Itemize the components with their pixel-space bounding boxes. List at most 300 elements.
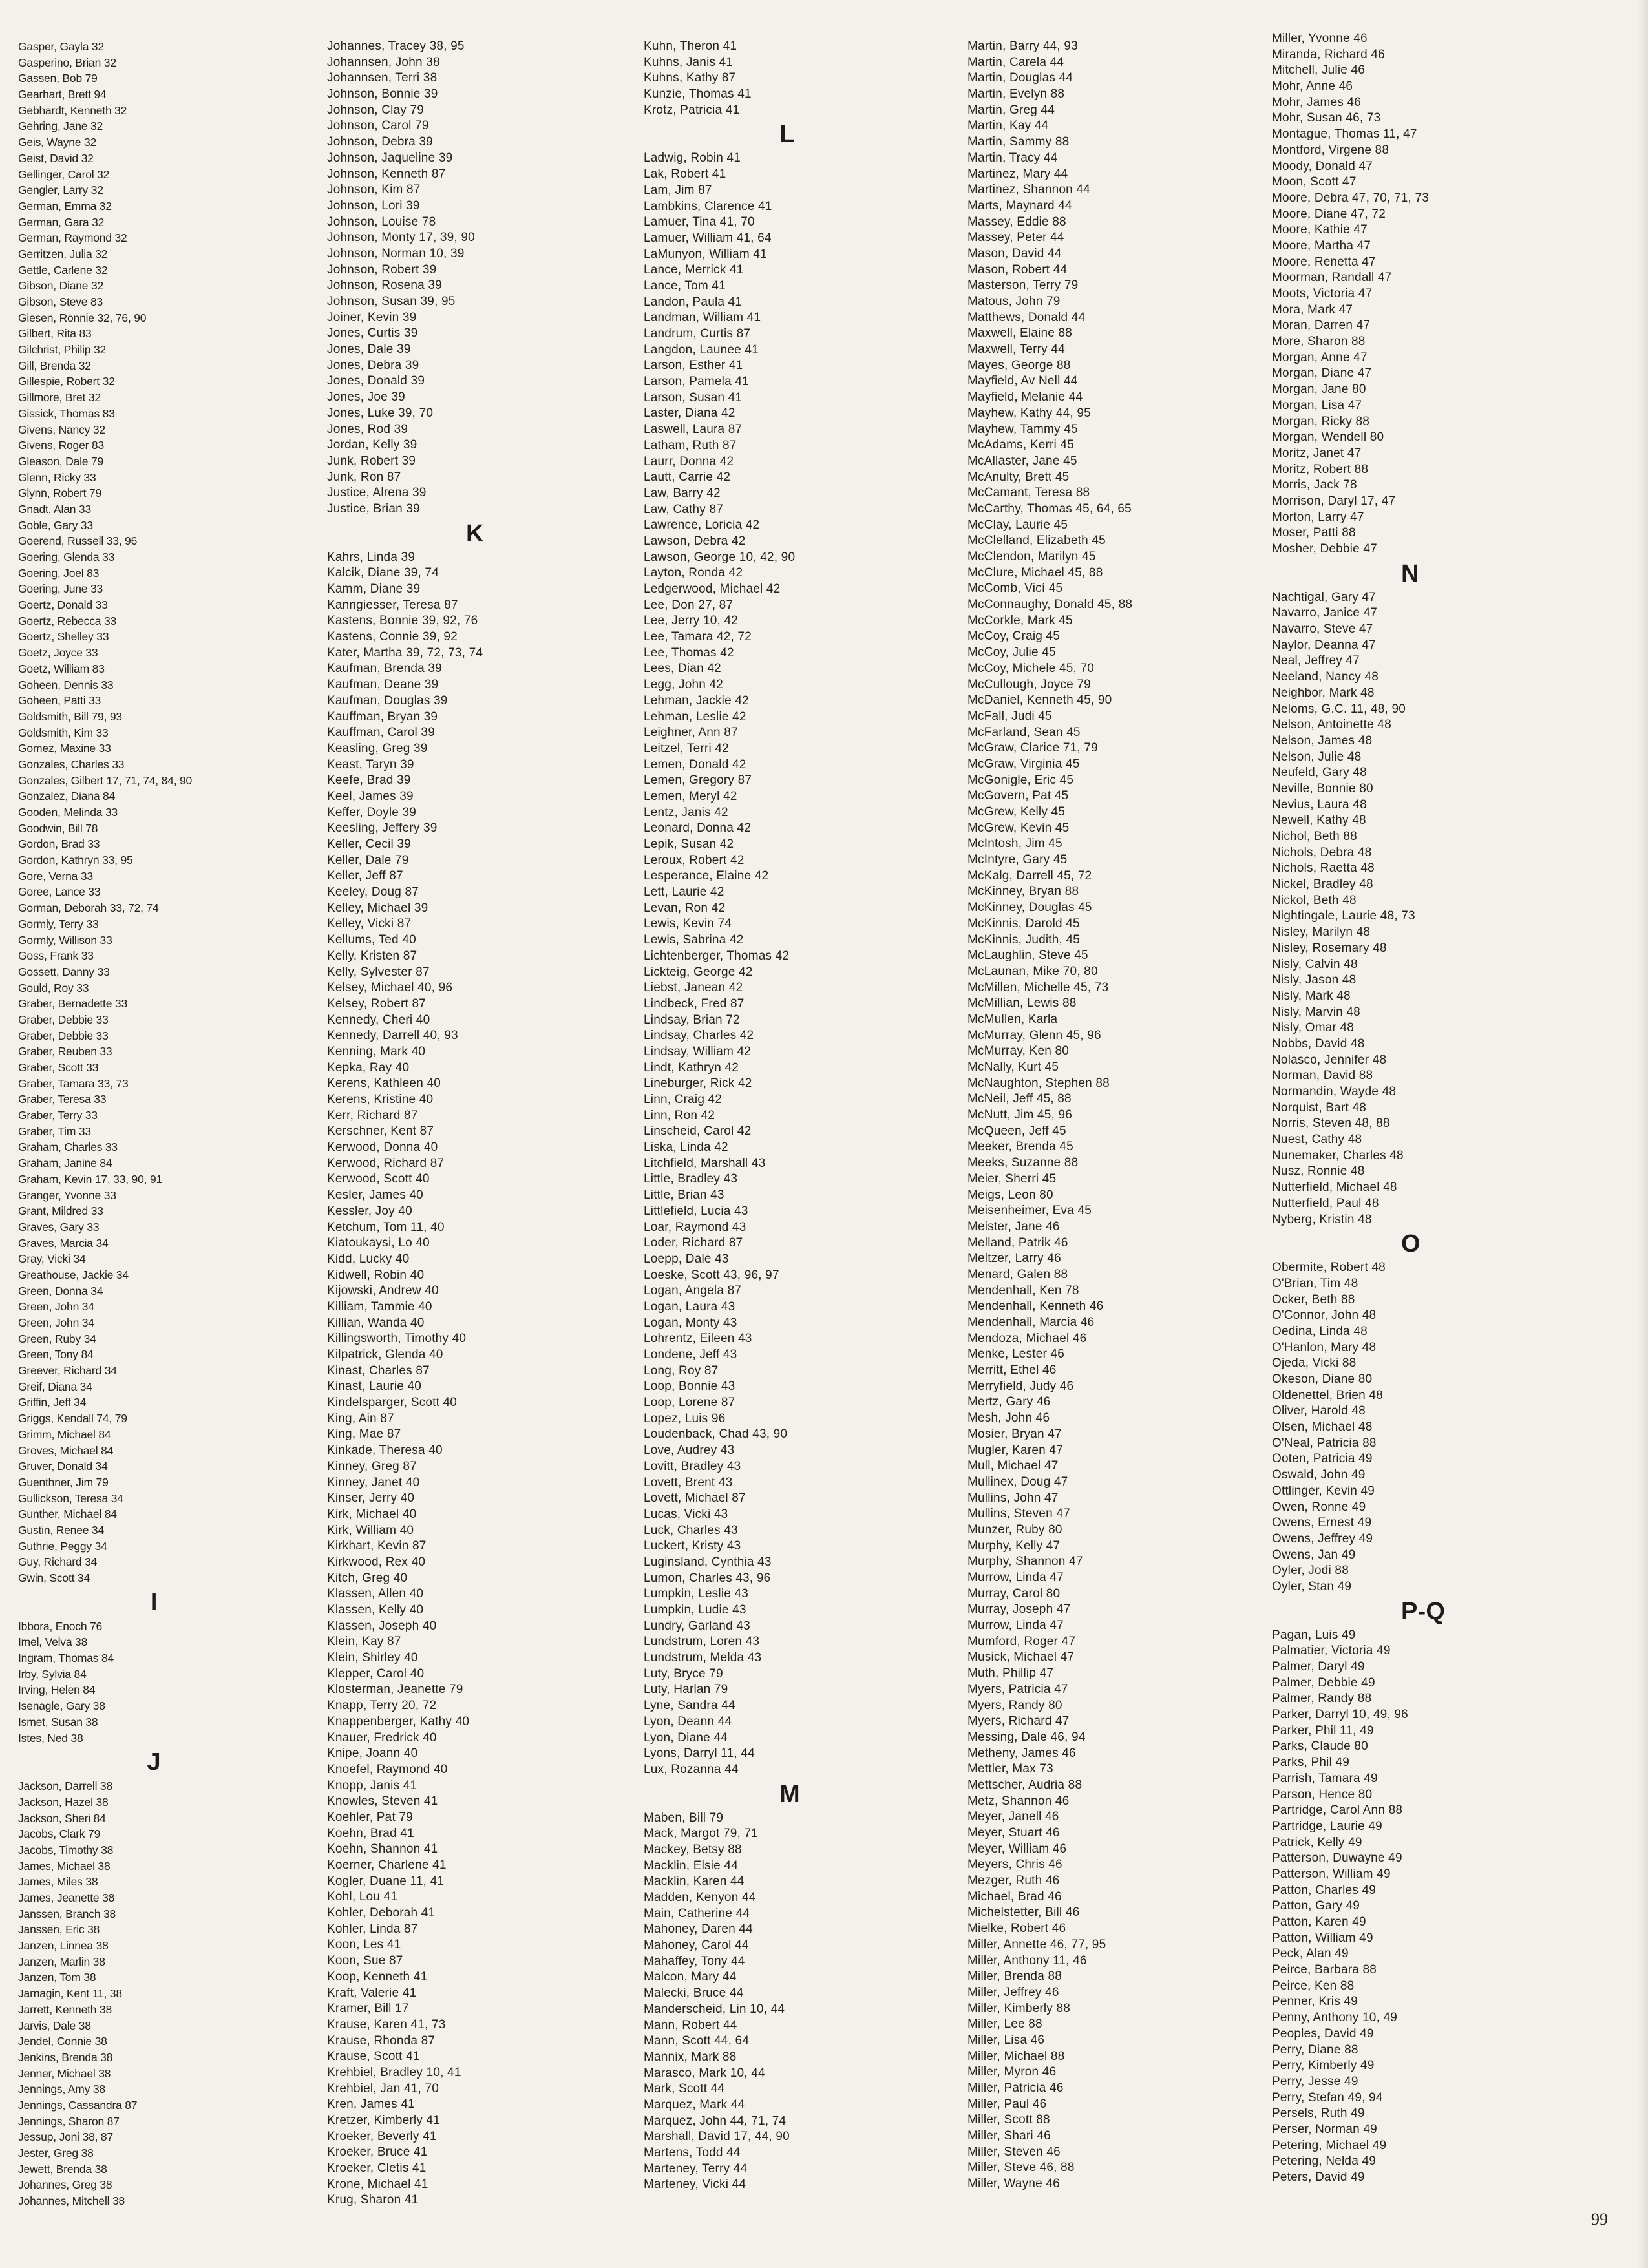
- index-entry: James, Michael 38: [18, 1859, 111, 1873]
- index-entry: Massey, Eddie 88: [967, 215, 1066, 229]
- index-entry: Jarrett, Kenneth 38: [18, 2002, 112, 2016]
- index-entry: Krehbiel, Bradley 10, 41: [327, 2065, 461, 2079]
- index-entry: Kerens, Kristine 40: [327, 1093, 434, 1106]
- index-entry: Lemen, Meryl 42: [644, 789, 737, 803]
- index-entry: McClure, Michael 45, 88: [967, 565, 1103, 580]
- index-entry: Jacobs, Timothy 38: [18, 1843, 114, 1856]
- index-entry: Loop, Bonnie 43: [644, 1380, 735, 1394]
- index-entry: Meeker, Brenda 45: [967, 1140, 1073, 1154]
- index-entry: Meyer, William 46: [967, 1842, 1067, 1856]
- index-entry: Mohr, Anne 46: [1272, 79, 1353, 94]
- index-entry: Love, Audrey 43: [644, 1444, 735, 1458]
- index-entry: Krause, Scott 41: [327, 2050, 420, 2064]
- index-entry: Metheny, James 46: [967, 1746, 1076, 1760]
- index-entry: Liska, Linda 42: [644, 1140, 728, 1155]
- index-entry: Moore, Martha 47: [1272, 238, 1371, 253]
- index-entry: Greif, Diana 34: [18, 1380, 92, 1393]
- index-entry: Leonard, Donna 42: [644, 821, 752, 835]
- index-entry: Gray, Vicki 34: [18, 1252, 86, 1266]
- index-entry: Kroeker, Cletis 41: [327, 2161, 427, 2176]
- index-entry: Kohler, Deborah 41: [327, 1906, 436, 1920]
- index-entry: Littlefield, Lucia 43: [644, 1204, 748, 1218]
- index-entry: Nisly, Calvin 48: [1272, 957, 1358, 971]
- index-entry: Glenn, Ricky 33: [18, 470, 96, 484]
- index-entry: Perry, Jesse 49: [1272, 2074, 1358, 2088]
- index-entry: Johnson, Carol 79: [327, 119, 429, 133]
- index-entry: Krone, Michael 41: [327, 2177, 428, 2191]
- index-entry: Keller, Dale 79: [327, 853, 409, 867]
- index-entry: Nutterfield, Paul 48: [1272, 1196, 1379, 1210]
- index-entry: McGrew, Kevin 45: [967, 821, 1070, 835]
- index-entry: Martin, Tracy 44: [967, 151, 1058, 165]
- index-entry: Ojeda, Vicki 88: [1272, 1356, 1357, 1370]
- index-column-3: [644, 39, 947, 2193]
- index-entry: Johnson, Susan 39, 95: [327, 295, 456, 308]
- index-entry: Keffer, Doyle 39: [327, 805, 417, 819]
- page-number: 99: [1591, 2210, 1608, 2229]
- index-entry: Keefe, Brad 39: [327, 773, 411, 788]
- index-entry: Killiam, Tammie 40: [327, 1299, 432, 1314]
- index-entry: Mielke, Robert 46: [967, 1922, 1066, 1936]
- index-column-5: [1272, 31, 1595, 2186]
- index-entry: Malcon, Mary 44: [644, 1970, 737, 1984]
- index-entry: Parker, Phil 11, 49: [1272, 1723, 1374, 1738]
- index-entry: Koehn, Shannon 41: [327, 1842, 438, 1856]
- index-entry: McCoy, Craig 45: [967, 629, 1061, 644]
- index-entry: Kennedy, Darrell 40, 93: [327, 1029, 458, 1043]
- index-entry: McCoy, Michele 45, 70: [967, 661, 1095, 675]
- index-entry: Goldsmith, Kim 33: [18, 726, 109, 739]
- index-entry: Nelson, Julie 48: [1272, 750, 1362, 764]
- index-entry: Miller, Yvonne 46: [1272, 32, 1368, 45]
- index-entry: Kinast, Charles 87: [327, 1363, 430, 1378]
- index-entry: Meyers, Chris 46: [967, 1858, 1062, 1872]
- index-entry: Lee, Tamara 42, 72: [644, 630, 752, 644]
- index-entry: Graber, Terry 33: [18, 1109, 98, 1122]
- index-entry: Gonzalez, Diana 84: [18, 790, 116, 803]
- index-entry: Lux, Rozanna 44: [644, 1762, 739, 1776]
- index-entry: Geist, David 32: [18, 151, 94, 165]
- index-entry: Miller, Scott 88: [967, 2113, 1050, 2127]
- index-entry: Mosher, Debbie 47: [1272, 542, 1377, 556]
- index-entry: Irby, Sylvia 84: [18, 1667, 87, 1681]
- index-entry: Koop, Kenneth 41: [327, 1969, 428, 1984]
- index-entry: Petering, Nelda 49: [1272, 2154, 1376, 2168]
- index-entry: Goertz, Rebecca 33: [18, 614, 117, 627]
- index-entry: Mackey, Betsy 88: [644, 1842, 742, 1856]
- index-entry: Moon, Scott 47: [1272, 175, 1357, 189]
- index-entry: Knappenberger, Kathy 40: [327, 1714, 470, 1728]
- index-entry: Michelstetter, Bill 46: [967, 1906, 1080, 1920]
- index-entry: Lyne, Sandra 44: [644, 1699, 735, 1713]
- index-entry: Graves, Marcia 34: [18, 1236, 109, 1250]
- index-entry: Miller, Steven 46: [967, 2145, 1061, 2159]
- index-entry: Johnson, Lori 39: [327, 198, 420, 213]
- index-entry: McLaughlin, Steve 45: [967, 949, 1088, 963]
- index-entry: Kauffman, Bryan 39: [327, 709, 438, 724]
- index-entry: Ismet, Susan 38: [18, 1715, 98, 1728]
- index-entry: Kerr, Richard 87: [327, 1108, 418, 1122]
- index-entry: Kesler, James 40: [327, 1188, 423, 1202]
- index-entry: Luginsland, Cynthia 43: [644, 1555, 772, 1569]
- index-entry: Miller, Patricia 46: [967, 2081, 1064, 2095]
- index-entry: Macklin, Elsie 44: [644, 1858, 738, 1873]
- index-entry: Johnson, Rosena 39: [327, 278, 442, 293]
- index-entry: Goering, Glenda 33: [18, 551, 115, 563]
- index-entry: Linn, Ron 42: [644, 1108, 715, 1122]
- index-entry: Macklin, Karen 44: [644, 1874, 745, 1889]
- index-entry: Gorman, Deborah 33, 72, 74: [18, 901, 159, 915]
- index-entry: Montague, Thomas 11, 47: [1272, 127, 1417, 142]
- index-entry: Jacobs, Clark 79: [18, 1827, 101, 1841]
- index-entry: Gillespie, Robert 32: [18, 375, 115, 388]
- index-entry: McClay, Laurie 45: [967, 518, 1068, 532]
- index-entry: Luty, Bryce 79: [644, 1666, 723, 1681]
- index-entry: McIntyre, Gary 45: [967, 853, 1068, 867]
- section-letter-heading: L: [779, 121, 795, 149]
- index-entry: Larson, Esther 41: [644, 359, 743, 373]
- index-entry: Murrow, Linda 47: [967, 1571, 1064, 1584]
- index-entry: Londene, Jeff 43: [644, 1348, 737, 1361]
- index-entry: Myers, Randy 80: [967, 1698, 1062, 1712]
- index-entry: Guy, Richard 34: [18, 1555, 98, 1569]
- index-entry: Law, Cathy 87: [644, 502, 724, 516]
- index-entry: Lambkins, Clarence 41: [644, 199, 772, 213]
- index-entry: Lewis, Kevin 74: [644, 917, 732, 931]
- index-entry: Mendenhall, Marcia 46: [967, 1316, 1095, 1329]
- index-entry: Kroeker, Bruce 41: [327, 2145, 428, 2159]
- index-entry: Montford, Virgene 88: [1272, 143, 1389, 157]
- index-entry: Kelsey, Robert 87: [327, 996, 427, 1011]
- index-entry: Murray, Carol 80: [967, 1586, 1061, 1601]
- index-entry: Goering, Joel 83: [18, 566, 100, 580]
- index-entry: Martin, Carela 44: [967, 55, 1064, 69]
- index-entry: Koerner, Charlene 41: [327, 1858, 447, 1872]
- index-entry: Kirk, William 40: [327, 1523, 414, 1537]
- index-entry: Lett, Laurie 42: [644, 885, 724, 899]
- index-entry: Lindbeck, Fred 87: [644, 996, 745, 1011]
- index-entry: Klosterman, Jeanette 79: [327, 1683, 463, 1697]
- index-entry: Graber, Debbie 33: [18, 1029, 109, 1042]
- index-entry: Koon, Les 41: [327, 1938, 401, 1952]
- index-entry: Matthews, Donald 44: [967, 310, 1086, 324]
- index-entry: Kiatoukaysi, Lo 40: [327, 1236, 430, 1250]
- index-entry: Mayes, George 88: [967, 358, 1071, 372]
- index-entry: Nusz, Ronnie 48: [1272, 1164, 1365, 1179]
- index-entry: Lee, Thomas 42: [644, 646, 734, 660]
- index-entry: Gonzales, Gilbert 17, 71, 74, 84, 90: [18, 773, 193, 787]
- index-entry: Goble, Gary 33: [18, 518, 93, 532]
- index-entry: Mumford, Roger 47: [967, 1634, 1076, 1648]
- index-entry: Nisley, Marilyn 48: [1272, 925, 1371, 940]
- index-entry: O'Hanlon, Mary 48: [1272, 1340, 1377, 1354]
- index-entry: Lance, Merrick 41: [644, 263, 744, 277]
- index-entry: Neufeld, Gary 48: [1272, 766, 1367, 780]
- index-entry: Kelly, Sylvester 87: [327, 965, 430, 979]
- index-entry: Morgan, Ricky 88: [1272, 414, 1370, 428]
- index-entry: Gearhart, Brett 94: [18, 88, 107, 101]
- index-entry: Palmer, Debbie 49: [1272, 1675, 1375, 1690]
- index-entry: McMillen, Michelle 45, 73: [967, 980, 1109, 994]
- index-entry: Owen, Ronne 49: [1272, 1500, 1366, 1514]
- index-entry: Linn, Craig 42: [644, 1093, 723, 1106]
- index-entry: Laster, Diana 42: [644, 406, 735, 421]
- index-entry: Meisenheimer, Eva 45: [967, 1204, 1092, 1218]
- index-entry: Jendel, Connie 38: [18, 2035, 107, 2048]
- index-entry: Johnson, Jaqueline 39: [327, 151, 453, 165]
- index-entry: Granger, Yvonne 33: [18, 1188, 116, 1202]
- index-entry: Kessler, Joy 40: [327, 1204, 412, 1218]
- index-entry: Griffin, Jeff 34: [18, 1396, 87, 1409]
- index-entry: Liebst, Janean 42: [644, 981, 743, 995]
- index-entry: Graber, Reuben 33: [18, 1045, 112, 1058]
- index-entry: Nyberg, Kristin 48: [1272, 1212, 1372, 1226]
- index-entry: More, Sharon 88: [1272, 335, 1366, 349]
- index-entry: Grimm, Michael 84: [18, 1427, 111, 1441]
- index-entry: Jackson, Hazel 38: [18, 1795, 109, 1809]
- index-entry: Logan, Monty 43: [644, 1316, 737, 1330]
- index-entry: Gissick, Thomas 83: [18, 406, 115, 420]
- index-entry: Miller, Lee 88: [967, 2017, 1042, 2032]
- index-entry: Kroeker, Beverly 41: [327, 2129, 437, 2143]
- index-entry: Lineburger, Rick 42: [644, 1076, 752, 1091]
- index-entry: Givens, Nancy 32: [18, 423, 105, 436]
- index-entry: Mitchell, Julie 46: [1272, 63, 1366, 78]
- index-entry: Miller, Michael 88: [967, 2049, 1065, 2063]
- index-entry: Graham, Charles 33: [18, 1140, 118, 1154]
- index-entry: Peck, Alan 49: [1272, 1947, 1349, 1961]
- index-entry: Lyon, Deann 44: [644, 1714, 732, 1728]
- index-entry: Madden, Kenyon 44: [644, 1891, 756, 1904]
- index-entry: Joiner, Kevin 39: [327, 310, 417, 324]
- index-entry: Latham, Ruth 87: [644, 438, 737, 452]
- index-entry: Lindt, Kathryn 42: [644, 1060, 739, 1075]
- index-entry: Kidd, Lucky 40: [327, 1252, 410, 1266]
- index-entry: Neighbor, Mark 48: [1272, 686, 1375, 700]
- index-entry: Lance, Tom 41: [644, 278, 726, 293]
- index-entry: Lesperance, Elaine 42: [644, 869, 769, 883]
- index-entry: Patton, Charles 49: [1272, 1883, 1376, 1897]
- index-entry: Jewett, Brenda 38: [18, 2162, 107, 2176]
- index-entry: Lovett, Michael 87: [644, 1491, 746, 1506]
- index-entry: Klein, Kay 87: [327, 1635, 401, 1649]
- index-entry: McIntosh, Jim 45: [967, 837, 1062, 851]
- index-entry: McMurray, Ken 80: [967, 1044, 1070, 1058]
- index-entry: Oliver, Harold 48: [1272, 1404, 1366, 1418]
- index-entry: Greever, Richard 34: [18, 1364, 117, 1378]
- index-entry: Parson, Hence 80: [1272, 1787, 1373, 1801]
- index-entry: Green, John 34: [18, 1316, 94, 1329]
- index-entry: McFall, Judi 45: [967, 709, 1052, 723]
- index-entry: Johnson, Kim 87: [327, 183, 421, 197]
- index-entry: Mora, Mark 47: [1272, 302, 1353, 317]
- index-entry: Lundstrum, Melda 43: [644, 1651, 762, 1665]
- index-entry: Patton, William 49: [1272, 1931, 1373, 1945]
- index-entry: Nelson, James 48: [1272, 733, 1373, 748]
- index-entry: Gerritzen, Julia 32: [18, 247, 108, 260]
- index-entry: Loudenback, Chad 43, 90: [644, 1427, 788, 1442]
- index-entry: Isenagle, Gary 38: [18, 1699, 105, 1713]
- index-entry: O'Connor, John 48: [1272, 1308, 1377, 1323]
- index-entry: Goheen, Patti 33: [18, 694, 101, 708]
- index-entry: Navarro, Janice 47: [1272, 606, 1378, 620]
- index-entry: Irving, Helen 84: [18, 1683, 96, 1697]
- index-entry: Mark, Scott 44: [644, 2082, 725, 2096]
- index-entry: Goodwin, Bill 78: [18, 821, 98, 835]
- index-entry: Keasling, Greg 39: [327, 741, 428, 755]
- index-entry: Lam, Jim 87: [644, 183, 712, 197]
- index-entry: Nickol, Beth 48: [1272, 893, 1357, 907]
- index-entry: Gibson, Steve 83: [18, 295, 103, 308]
- index-entry: Graber, Tim 33: [18, 1124, 91, 1138]
- index-entry: Ingram, Thomas 84: [18, 1652, 114, 1665]
- index-entry: Istes, Ned 38: [18, 1731, 83, 1745]
- index-entry: Mason, David 44: [967, 246, 1062, 260]
- index-entry: Larson, Pamela 41: [644, 375, 749, 389]
- index-entry: McKinney, Bryan 88: [967, 885, 1079, 899]
- index-entry: Norquist, Bart 48: [1272, 1100, 1366, 1115]
- index-entry: Kretzer, Kimberly 41: [327, 2114, 441, 2127]
- index-entry: Kidwell, Robin 40: [327, 1268, 425, 1282]
- index-entry: Greathouse, Jackie 34: [18, 1268, 129, 1281]
- index-entry: Maxwell, Terry 44: [967, 342, 1065, 357]
- index-entry: Patrick, Kelly 49: [1272, 1835, 1362, 1849]
- index-entry: Kilpatrick, Glenda 40: [327, 1348, 443, 1361]
- index-entry: Larson, Susan 41: [644, 390, 743, 404]
- index-entry: Mayhew, Tammy 45: [967, 422, 1078, 436]
- index-entry: Merryfield, Judy 46: [967, 1379, 1074, 1393]
- index-column-4: [967, 39, 1265, 2192]
- index-entry: Imel, Velva 38: [18, 1635, 88, 1649]
- index-entry: Guthrie, Peggy 34: [18, 1539, 107, 1553]
- index-entry: McLaunan, Mike 70, 80: [967, 964, 1098, 978]
- index-entry: Musick, Michael 47: [967, 1650, 1075, 1664]
- index-entry: Martinez, Mary 44: [967, 167, 1068, 181]
- index-entry: Lucas, Vicki 43: [644, 1507, 728, 1521]
- index-entry: Lamuer, Tina 41, 70: [644, 215, 755, 229]
- index-entry: Gore, Verna 33: [18, 869, 93, 883]
- index-entry: Moran, Darren 47: [1272, 319, 1371, 333]
- index-entry: Little, Bradley 43: [644, 1172, 738, 1186]
- index-entry: Morgan, Lisa 47: [1272, 398, 1362, 412]
- index-entry: Marasco, Mark 10, 44: [644, 2066, 765, 2080]
- index-entry: Nisley, Rosemary 48: [1272, 941, 1387, 955]
- index-entry: Morgan, Anne 47: [1272, 350, 1368, 364]
- index-entry: Koehler, Pat 79: [327, 1810, 413, 1824]
- index-entry: Janzen, Marlin 38: [18, 1955, 105, 1968]
- index-entry: Knapp, Terry 20, 72: [327, 1699, 437, 1713]
- index-entry: McFarland, Sean 45: [967, 725, 1081, 739]
- index-entry: Koehn, Brad 41: [327, 1826, 414, 1840]
- index-entry: Melland, Patrik 46: [967, 1235, 1068, 1250]
- index-entry: Kinney, Greg 87: [327, 1459, 417, 1473]
- index-entry: McKinney, Douglas 45: [967, 901, 1092, 915]
- index-entry: Kohler, Linda 87: [327, 1922, 418, 1936]
- index-entry: Petering, Michael 49: [1272, 2138, 1387, 2152]
- index-entry: McMullen, Karla: [967, 1012, 1058, 1026]
- index-entry: Munzer, Ruby 80: [967, 1522, 1062, 1537]
- index-entry: Kelley, Vicki 87: [327, 917, 412, 931]
- index-entry: Mettler, Max 73: [967, 1762, 1053, 1776]
- index-entry: Janssen, Eric 38: [18, 1923, 100, 1937]
- index-entry: Lawrence, Loricia 42: [644, 518, 760, 532]
- index-entry: Gengler, Larry 32: [18, 184, 103, 197]
- section-letter-heading: N: [1401, 560, 1419, 587]
- index-entry: Laurr, Donna 42: [644, 454, 734, 468]
- index-entry: Gormly, Willison 33: [18, 933, 112, 947]
- index-entry: Lindsay, Charles 42: [644, 1029, 754, 1043]
- index-entry: Krotz, Patricia 41: [644, 103, 740, 117]
- index-entry: Lentz, Janis 42: [644, 805, 728, 819]
- index-entry: Keel, James 39: [327, 789, 414, 803]
- index-entry: Moritz, Robert 88: [1272, 462, 1369, 476]
- index-entry: Lees, Dian 42: [644, 662, 721, 676]
- index-entry: Massey, Peter 44: [967, 231, 1064, 245]
- index-entry: Langdon, Launee 41: [644, 342, 759, 357]
- index-entry: McNutt, Jim 45, 96: [967, 1108, 1072, 1122]
- index-entry: Gilbert, Rita 83: [18, 327, 92, 341]
- index-entry: Miller, Lisa 46: [967, 2033, 1045, 2047]
- index-entry: Parker, Darryl 10, 49, 96: [1272, 1708, 1408, 1722]
- index-entry: McMurray, Glenn 45, 96: [967, 1028, 1101, 1042]
- index-entry: Martin, Evelyn 88: [967, 87, 1065, 101]
- index-entry: Perry, Stefan 49, 94: [1272, 2090, 1383, 2105]
- index-entry: Kuhns, Janis 41: [644, 55, 734, 69]
- index-entry: Keller, Cecil 39: [327, 837, 411, 851]
- index-entry: Laswell, Laura 87: [644, 423, 743, 437]
- index-entry: Goertz, Shelley 33: [18, 630, 109, 644]
- index-entry: German, Gara 32: [18, 215, 105, 229]
- index-entry: Jones, Debra 39: [327, 358, 419, 372]
- index-entry: Nachtigal, Gary 47: [1272, 590, 1376, 604]
- index-entry: Goss, Frank 33: [18, 949, 94, 963]
- index-entry: McKalg, Darrell 45, 72: [967, 868, 1092, 883]
- index-entry: Moore, Debra 47, 70, 71, 73: [1272, 191, 1430, 205]
- index-entry: James, Jeanette 38: [18, 1891, 115, 1904]
- section-letter-heading: I: [150, 1588, 158, 1616]
- index-entry: Lemen, Gregory 87: [644, 773, 752, 788]
- index-entry: Meister, Jane 46: [967, 1219, 1060, 1234]
- index-entry: Kuhns, Kathy 87: [644, 71, 736, 85]
- index-entry: Jester, Greg 38: [18, 2147, 94, 2159]
- index-entry: Murphy, Kelly 47: [967, 1538, 1061, 1553]
- index-entry: Partridge, Laurie 49: [1272, 1819, 1382, 1833]
- index-entry: Krause, Rhonda 87: [327, 2033, 436, 2048]
- index-entry: Knopp, Janis 41: [327, 1778, 417, 1792]
- index-entry: Gordon, Brad 33: [18, 837, 100, 851]
- index-entry: McQueen, Jeff 45: [967, 1124, 1066, 1138]
- index-entry: Glynn, Robert 79: [18, 487, 102, 500]
- index-entry: Nobbs, David 48: [1272, 1036, 1365, 1051]
- index-entry: Landrum, Curtis 87: [644, 327, 751, 341]
- index-entry: Kirkhart, Kevin 87: [327, 1539, 427, 1553]
- index-entry: Legg, John 42: [644, 678, 724, 692]
- index-entry: Gunther, Michael 84: [18, 1507, 117, 1521]
- index-entry: Kuhn, Theron 41: [644, 39, 737, 53]
- index-entry: Morgan, Wendell 80: [1272, 430, 1384, 445]
- index-entry: Lawson, George 10, 42, 90: [644, 550, 796, 564]
- index-entry: Klepper, Carol 40: [327, 1666, 425, 1681]
- index-entry: Goerend, Russell 33, 96: [18, 534, 138, 548]
- index-entry: Mahaffey, Tony 44: [644, 1954, 745, 1968]
- index-entry: Kerschner, Kent 87: [327, 1124, 434, 1139]
- index-entry: Gillmore, Bret 32: [18, 391, 101, 404]
- index-entry: Martinez, Shannon 44: [967, 183, 1090, 197]
- index-entry: Peirce, Ken 88: [1272, 1979, 1355, 1993]
- index-entry: Mason, Robert 44: [967, 262, 1068, 277]
- index-entry: Kren, James 41: [327, 2097, 415, 2112]
- index-entry: Gullickson, Teresa 34: [18, 1491, 123, 1505]
